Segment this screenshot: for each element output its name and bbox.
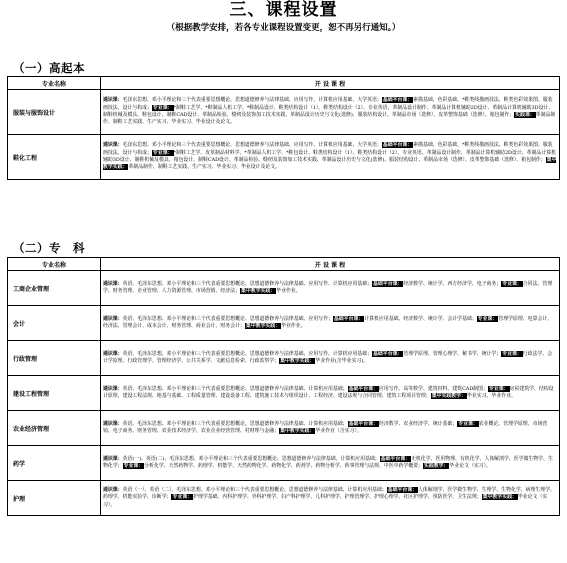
section-heading-gaoqiben: （一）高起本 [13, 61, 85, 75]
course-list [101, 481, 560, 516]
course-category-text: 毕业论文（实习）。 [449, 463, 491, 469]
major-name: 行政管理 [8, 341, 101, 376]
course-category-text: 护理学基础、内科护理学、外科护理学、妇产科护理学、儿科护理学、护理管理学、护理心理学、社区护理学、预防医学、卫生法规； [193, 494, 482, 501]
course-category-text: 管理学原理、管理心理学、秘书学、统计学； [403, 350, 502, 357]
course-category-label: 集中教学实践： [280, 358, 315, 364]
course-list [101, 411, 560, 446]
course-category-text: 人体解剖学、医学微生物学、生理学、生物化学、病理生理学、药理学、机能实验学、诊断学； [103, 486, 555, 501]
course-category-text: 无机化学、医用物理、有机化学、人体解剖学、医学微生物学、生物化学； [103, 455, 553, 469]
course-category-text: 管理学原理、电算会计、经济法、管理会计、成本会计、财务管理、商业会计、财务会计； [103, 315, 553, 329]
course-category-text: 毕业论文（实习）。 [103, 494, 548, 508]
major-name: 建设工程管理 [8, 376, 101, 411]
course-category-label: 集中教学实践： [245, 323, 281, 329]
course-category-label: 通识课： [103, 97, 123, 104]
course-category-text: 毕业作业。 [281, 323, 306, 329]
course-category-label: 通识课： [103, 280, 123, 287]
course-category-text: 英语、毛泽东思想、邓小平理论和三个代表重要思想概论、思想道德修养与法律基础、应用写作、计算机应用基础； [122, 350, 373, 357]
course-category-label: 通识课： [103, 385, 123, 392]
course-category-text: 英语、毛泽东思想、邓小平理论和三个代表重要思想概论、思想道德修养与法律基础、计算机应用基础； [122, 420, 348, 427]
course-category-text: 英语（一）、英语（二）、毛泽东思想、邓小平理论和三个代表重要思想概论、思想道德修养与法律基础、计算机应用基础； [122, 486, 387, 493]
page-title: 三、课程设置 [229, 0, 338, 20]
column-header-courses: 开 设 课 程 [101, 77, 560, 90]
course-category-text: 毕业实习、毕业作业。 [466, 393, 516, 399]
table-row [8, 135, 560, 180]
course-category-label: 基础平台课： [382, 97, 413, 104]
table-row [8, 411, 560, 446]
column-header-major: 专业名称 [8, 77, 101, 90]
course-category-label: 专业课： [502, 350, 522, 357]
course-list [101, 446, 560, 481]
course-category-text: 房屋建筑学、结构设计原理、建设工程法规、地基与基础、工程质量管理、建设设备工程、建筑施工技术与组织设计、工程经济、建设法规与合同管理、建筑工程项目管理； [103, 385, 554, 399]
curriculum-table-zhuanke [7, 257, 560, 516]
course-category-text: 毛泽东思想、邓小平理论和三个代表重要思想概论、思想道德修养与法律基础、应用写作、计算机应用基础、大学英语； [122, 97, 382, 104]
course-list [101, 376, 560, 411]
course-category-label: 专业课： [488, 385, 509, 392]
course-category-text: *制鞋工艺学、*鞋制品人机工学、*鞋制品设计、鞋类结构设计（1）、鞋类结构设计（2）、专业英语、革制品设计制作、革制品计算机辅助2D设计、革制品计算机辅助3D设计、制鞋机械及模具、鞋包设计、制鞋CAD设计、革制品检验、缝纫及装饰加工技术实践、革制品设计历史与文化(选修)、服装结构设计、革制品市场（选修）、皮革整饰基础（选修）、箱包制作； [103, 104, 554, 118]
course-category-label: 专业课： [123, 463, 144, 469]
course-category-label: 基础平台课： [348, 385, 378, 392]
curriculum-table-gaoqiben [7, 76, 560, 180]
course-category-label: 通识课： [103, 142, 123, 149]
table-row [8, 306, 560, 341]
course-category-text: 英语(一)、英语(二)、毛泽东思想、邓小平理论和三个代表重要思想概论、思想道德修养与法律基础、计算机应用基础； [122, 455, 380, 462]
course-category-text: 合同法、管理学、财务管理、企业管理、人力资源管理、市场营销、经济法； [103, 280, 553, 294]
major-name: 工商企业管理 [8, 271, 101, 306]
course-category-text: 英语、毛泽东思想、邓小平理论和三个代表重要思想概论、思想道德修养与法律基础、应用写作； [122, 315, 333, 322]
course-category-text: 毛泽东思想、邓小平理论和三个代表重要思想概论、思想道德修养与法律基础、应用写作、计算机应用基础、大学英语； [122, 142, 382, 149]
course-category-label: 专业课： [477, 315, 498, 322]
course-category-text: 毕业作业。 [276, 288, 301, 294]
course-category-label: 基础平台课： [373, 350, 403, 357]
course-category-label: 通识课： [103, 315, 123, 322]
course-category-label: 通识课： [103, 486, 123, 493]
major-name: 会计 [8, 306, 101, 341]
course-category-text: 经济数学、统计学、西方经济学、电子商务； [403, 280, 502, 287]
course-category-label: 基础平台课： [387, 486, 418, 493]
major-name: 服装与服饰设计 [8, 90, 101, 135]
course-category-text: 行政法学、会计学原理、行政管理学、管理经济学、公共关系学、文献信息检索、行政监察学； [103, 350, 553, 364]
course-category-text: 英语、毛泽东思想、邓小平理论和三个代表重要思想概论、思想道德修养与法律基础、应用写作、计算机应用基础； [122, 280, 373, 287]
table-row [8, 90, 560, 135]
course-category-label: 集中实践教学： [431, 393, 466, 399]
notice-text: （根据教学安排，若各专业课程设置变更，恕不再另行通知。） [166, 23, 401, 33]
table-row [8, 446, 560, 481]
course-category-text: 经济数学、农业经济学、统计基础； [378, 420, 458, 427]
course-category-label: 专业课： [172, 494, 193, 501]
course-category-label: 集中教学实践： [482, 494, 517, 501]
course-list [101, 90, 560, 135]
course-category-label: 专业课： [152, 149, 173, 156]
course-category-label: 基础平台课： [333, 315, 364, 322]
course-category-text: *制鞋工艺学、皮革制品材料学、*革制品人机工学、*鞋包设计、鞋类结构设计（1）、鞋类结构设计（2）、专业英语、革制品设计制作、革制品计算机辅助2D设计、革制品计算机辅助3D设计、制鞋机械及模具、箱包设计、制鞋CAD设计、革制品检验、缝纫及装饰加工技术实践、革制品设计历史与文化(选修)、服装结构设计、革制品市场（选修）、皮革整饰基础（选修）、箱包制作； [103, 149, 556, 163]
course-category-label: 基础平台课： [380, 455, 410, 462]
course-category-text: 农业概论、管理学原理、市场营销、电子商务、财务管理、农业技术经济学、农业企业经营管理、村财理与金融； [103, 420, 548, 434]
course-category-text: 计算机应用基础、经济数学、统计学、会计学基础； [364, 315, 477, 322]
table-row [8, 271, 560, 306]
course-category-label: 基础平台课： [348, 420, 378, 427]
course-list [101, 306, 560, 341]
major-name: 药学 [8, 446, 101, 481]
course-category-text: 革制品制作、制鞋工艺实践、生产实习、毕业实习、毕业设计及论文。 [128, 164, 281, 171]
course-category-text: 毕业作业(含毕业实习)。 [315, 358, 369, 364]
course-category-label: 通识课： [103, 350, 123, 357]
course-category-label: 通识课： [103, 455, 123, 462]
course-category-text: 革制品制作、制鞋工艺实践、生产实习、毕业实习、毕业设计及论文。 [103, 112, 556, 126]
course-category-label: 通识课： [103, 420, 123, 427]
table-row [8, 341, 560, 376]
column-header-major: 专业名称 [8, 258, 101, 271]
course-list [101, 135, 560, 180]
major-name: 护理 [8, 481, 101, 516]
course-category-label: 专业课： [502, 280, 522, 287]
course-category-label: 实践课： [515, 112, 535, 118]
course-category-label: 基础平台课： [373, 280, 403, 287]
course-category-label: 专业课： [152, 104, 173, 111]
course-list [101, 271, 560, 306]
course-category-text: 素描基础、色彩基础、*鞋类线描画技法、鞋类色彩效果图、服装画技法、设计与构成； [103, 142, 553, 156]
course-category-text: 应用写作、高等数学、建筑材料、建筑CAD制图； [378, 385, 488, 392]
major-name: 鞋化工程 [8, 135, 101, 180]
course-category-label: 基础平台课： [382, 142, 413, 149]
major-name: 农业经济管理 [8, 411, 101, 446]
course-category-text: 素描基础、色彩基础、*鞋类线描画技法、鞋类色彩效果图、服装画技法、设计与构成； [103, 97, 553, 111]
course-category-label: 集中教学实践： [240, 288, 276, 294]
table-row [8, 481, 560, 516]
course-category-text: 毕业作业（含实习）。 [315, 428, 362, 434]
course-category-text: 分析化学、天然药物学、药理学、机能学、天然药物化学、药物化学、药剂学、药物分析学、药事管理与法规、中医中药学概要； [144, 463, 423, 469]
course-category-label: 专业课： [458, 420, 478, 427]
course-list [101, 341, 560, 376]
course-category-label: 实践教学： [423, 463, 449, 469]
table-row [8, 376, 560, 411]
course-category-label: 集中教学实践： [103, 157, 557, 171]
course-category-text: 英语、毛泽东思想、邓小平理论和三个代表重要思想概论、思想道德修养与法律基础、计算机应用基础； [122, 385, 348, 392]
column-header-courses: 开 设 课 程 [101, 258, 560, 271]
course-category-label: 集中教学实践： [280, 428, 315, 434]
section-heading-zhuanke: （二）专 科 [13, 241, 85, 255]
